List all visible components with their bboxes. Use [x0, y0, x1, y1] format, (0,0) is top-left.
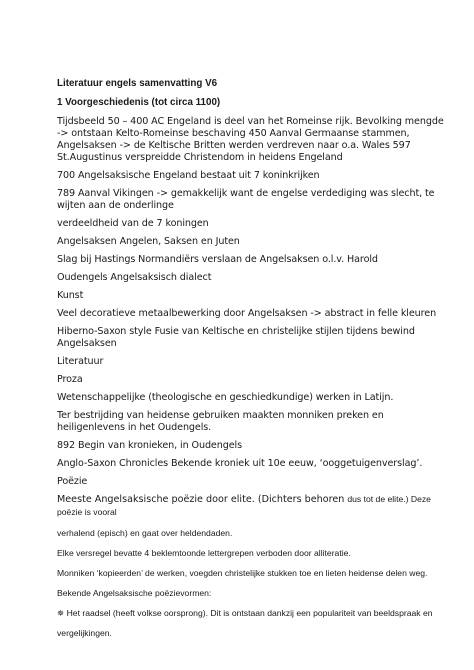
- paragraph-text: Meeste Angelsaksische poëzie door elite. (Dichters behoren: [57, 494, 348, 505]
- paragraph-line: 789 Aanval Vikingen -> gemakkelijk want de engelse verdediging was slecht, te: [57, 188, 435, 199]
- paragraph-line: Ter bestrijding van heidense gebruiken maakten monniken preken en: [57, 410, 384, 421]
- paragraph-line: heiligenlevens in het Oudengels.: [57, 422, 212, 433]
- paragraph-line: Angelsaksen Angelen, Saksen en Juten: [57, 236, 240, 247]
- document-title: Literatuur engels samenvatting V6: [57, 78, 218, 89]
- paragraph-line: St.Augustinus verspreidde Christendom in heidens Engeland: [57, 152, 343, 163]
- paragraph-line: wijten aan de onderlinge: [57, 200, 174, 211]
- paragraph-line: Tijdsbeeld 50 – 400 AC Engeland is deel van het Romeinse rijk. Bevolking mengde: [57, 116, 444, 127]
- paragraph-line: -> ontstaan Kelto-Romeinse beschaving 450 Aanval Germaanse stammen,: [57, 128, 410, 139]
- paragraph-line: verdeeldheid van de 7 koningen: [57, 218, 209, 229]
- paragraph-line: Bekende Angelsaksische poëzievormen:: [57, 588, 212, 598]
- subheading: Kunst: [57, 290, 84, 301]
- paragraph-line: Hiberno-Saxon style Fusie van Keltische en christelijke stijlen tijdens bewind: [57, 326, 415, 337]
- paragraph-line: Angelsaksen -> de Keltische Britten werden verdreven naar o.a. Wales 597: [57, 140, 411, 151]
- section-heading: 1 Voorgeschiedenis (tot circa 1100): [57, 97, 221, 108]
- paragraph-line: Oudengels Angelsaksisch dialect: [57, 272, 212, 283]
- paragraph-line: Elke versregel bevatte 4 beklemtoonde lettergrepen verboden door alliteratie.: [57, 548, 351, 558]
- paragraph-line: Veel decoratieve metaalbewerking door Angelsaksen -> abstract in felle kleuren: [57, 308, 437, 319]
- paragraph-text: dus tot de elite.) Deze: [347, 494, 431, 504]
- paragraph-line: vergelijkingen.: [57, 628, 112, 638]
- paragraph-line: verhalend (episch) en gaat over heldendaden.: [57, 528, 233, 538]
- paragraph-line: 892 Begin van kronieken, in Oudengels: [57, 440, 242, 451]
- paragraph-line: ✵ Het raadsel (heeft volkse oorsprong). Dit is ontstaan dankzij een populariteit van beeldspraak en: [57, 608, 433, 618]
- paragraph-line: 700 Angelsaksische Engeland bestaat uit 7 koninkrijken: [57, 170, 320, 181]
- paragraph-line: [57, 493, 431, 506]
- paragraph-line: Anglo-Saxon Chronicles Bekende kroniek uit 10e eeuw, ‘ooggetuigenverslag’.: [57, 458, 423, 469]
- subheading: Poëzie: [57, 476, 88, 487]
- paragraph-line: Monniken ‘kopieerden’ de werken, voegden christelijke stukken toe en lieten heidense delen weg.: [57, 568, 428, 578]
- paragraph-line: Slag bij Hastings Normandiërs verslaan de Angelsaksen o.l.v. Harold: [57, 254, 378, 265]
- paragraph-line: poëzie is vooral: [57, 507, 117, 517]
- subheading: Proza: [57, 374, 83, 385]
- paragraph-line: Wetenschappelijke (theologische en geschiedkundige) werken in Latijn.: [57, 392, 394, 403]
- paragraph-line: Angelsaksen: [57, 338, 117, 349]
- subheading: Literatuur: [57, 356, 104, 367]
